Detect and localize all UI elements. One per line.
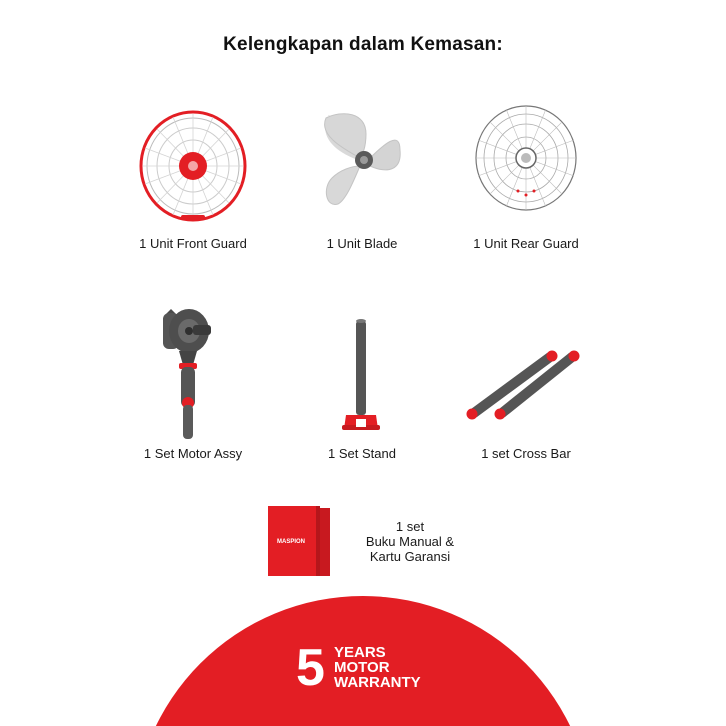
manual-book-icon [266,504,332,578]
book-brand-text: MASPION [276,539,306,545]
cross-bar-icon [426,305,626,445]
page-title: Kelengkapan dalam Kemasan: [223,34,503,55]
item-label: 1 Set Stand [328,446,396,461]
item-label: 1 Unit Rear Guard [473,236,579,251]
manual-line-2: Buku Manual & [365,534,455,549]
warranty-text-lines [334,645,494,690]
warranty-line-motor: MOTOR [334,659,390,676]
item-label: 1 Unit Front Guard [139,236,247,251]
warranty-years-number: 5 [296,639,325,697]
manual-line-3: Kartu Garansi [369,549,451,564]
manual-caption [350,519,470,564]
rear-guard-icon [426,100,626,240]
warranty-line-warranty: WARRANTY [334,674,421,691]
item-label: 1 set Cross Bar [481,446,571,461]
manual-line-1: 1 set [395,519,425,534]
item-label: 1 Unit Blade [326,236,398,251]
item-label: 1 Set Motor Assy [143,446,243,461]
warranty-line-years: YEARS [334,644,386,661]
